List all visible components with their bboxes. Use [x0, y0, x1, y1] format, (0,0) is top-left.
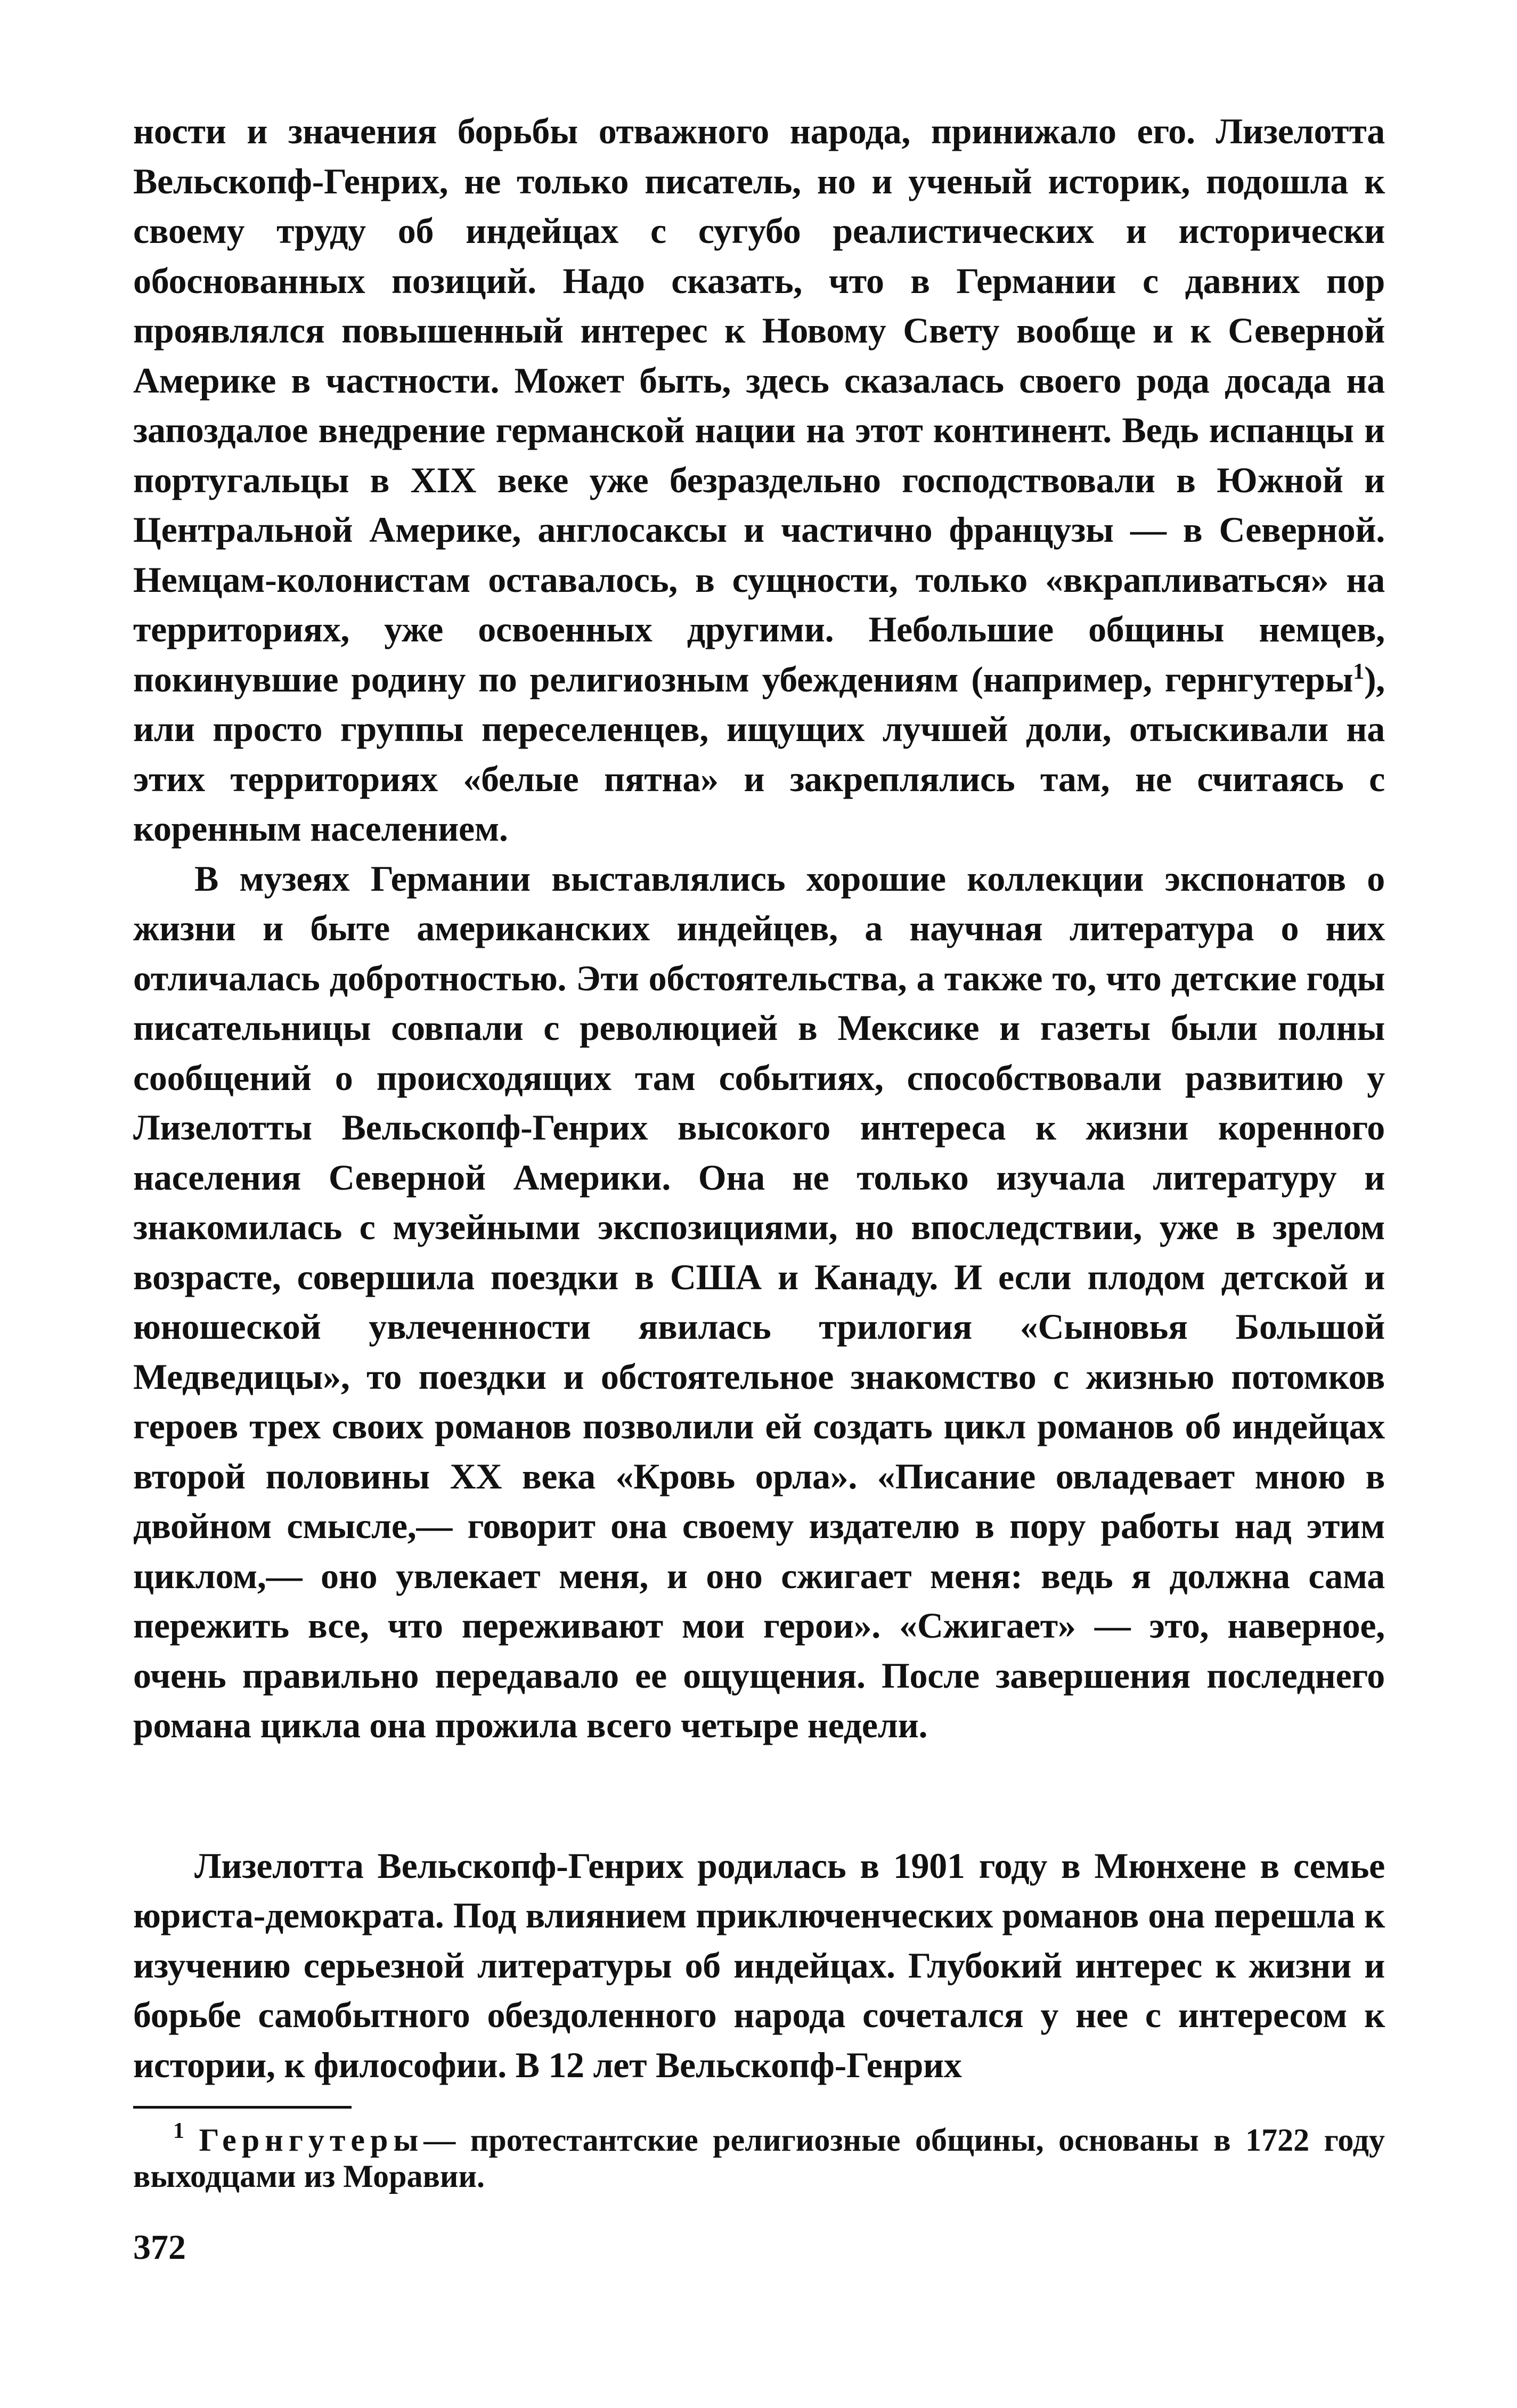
paragraph-1-text: ности и значения борьбы отважного народа, принижало его. Лизелотта Вельскопф-Генрих, не только писатель, но и ученый историк, подошла к своему труду об индейцах с сугубо реалистических и исторически обоснованных позиций. Надо сказать, что в Германии с давних пор проявлялся повышенный интерес к Новому Свету вообще и к Северной Америке в частности. Может быть, здесь сказалась своего рода досада на запоздалое внедрение германской нации на этот континент. Ведь испанцы и португальцы в XIX веке уже безраздельно господствовали в Южной и Центральной Америке, англосаксы и частично французы — в Северной. Немцам-колонистам оставалось, в сущности, только «вкрапливаться» на территориях, уже освоенных другими. Небольшие общины немцев, покинувшие родину по религиозным убеждениям (например, гернгутеры [133, 111, 1385, 699]
footnote-reference: 1 [1353, 659, 1364, 684]
footnote [133, 2119, 1385, 2194]
paragraph-2: В музеях Германии выставлялись хорошие коллекции экспонатов о жизни и быте американских индейцев, а научная литература о них отличалась добротностью. Эти обстоятельства, а также то, что детские годы писательницы совпали с революцией в Мексике и газеты были полны сообщений о происходящих там событиях, способствовали развитию у Лизелотты Вельскопф-Генрих высокого интереса к жизни коренного населения Северной Америки. Она не только изучала литературу и знакомилась с музейными экспозициями, но впоследствии, уже в зрелом возрасте, совершила поездки в США и Канаду. И если плодом детской и юношеской увлеченности явилась трилогия «Сыновья Большой Медведицы», то поездки и обстоятельное знакомство с жизнью потомков героев трех своих романов позволили ей создать цикл романов об индейцах второй половины XX века «Кровь орла». «Писание овладевает мною в двойном смысле,— говорит она своему издателю в пору работы над этим циклом,— оно увлекает меня, и оно сжигает меня: ведь я должна сама пережить все, что переживают мои герои». «Сжигает» — это, наверное, очень правильно передавало ее ощущения. После завершения последнего романа цикла она прожила всего четыре недели. [133, 858, 1385, 1745]
page-number: 372 [133, 2228, 186, 2267]
paragraph-3: Лизелотта Вельскопф-Генрих родилась в 1901 году в Мюнхене в семье юриста-демократа. Под влиянием приключенческих романов она перешла к изучению серьезной литературы об индейцах. Глубокий интерес к жизни и борьбе самобытного обездоленного народа сочетался у нее с интересом к истории, к философии. В 12 лет Вельскопф-Генрих [133, 1845, 1385, 2085]
footnote-text: — протестантские религиозные общины, основаны в 1722 году выходцами из Моравии. [133, 2122, 1385, 2194]
paragraph-1 [133, 107, 1385, 854]
footnote-marker: 1 [173, 2119, 184, 2143]
section-gap [133, 1751, 1385, 1841]
footnote-divider [133, 2106, 352, 2109]
paragraph-1-text-continued: ), или просто группы переселенцев, ищущих лучшей доли, отыскивали на этих территориях «белые пятна» и закреплялись там, не считаясь с коренным населением. [133, 658, 1385, 849]
book-page [133, 107, 1385, 2269]
footnote-term: Гернгутеры [199, 2122, 424, 2158]
